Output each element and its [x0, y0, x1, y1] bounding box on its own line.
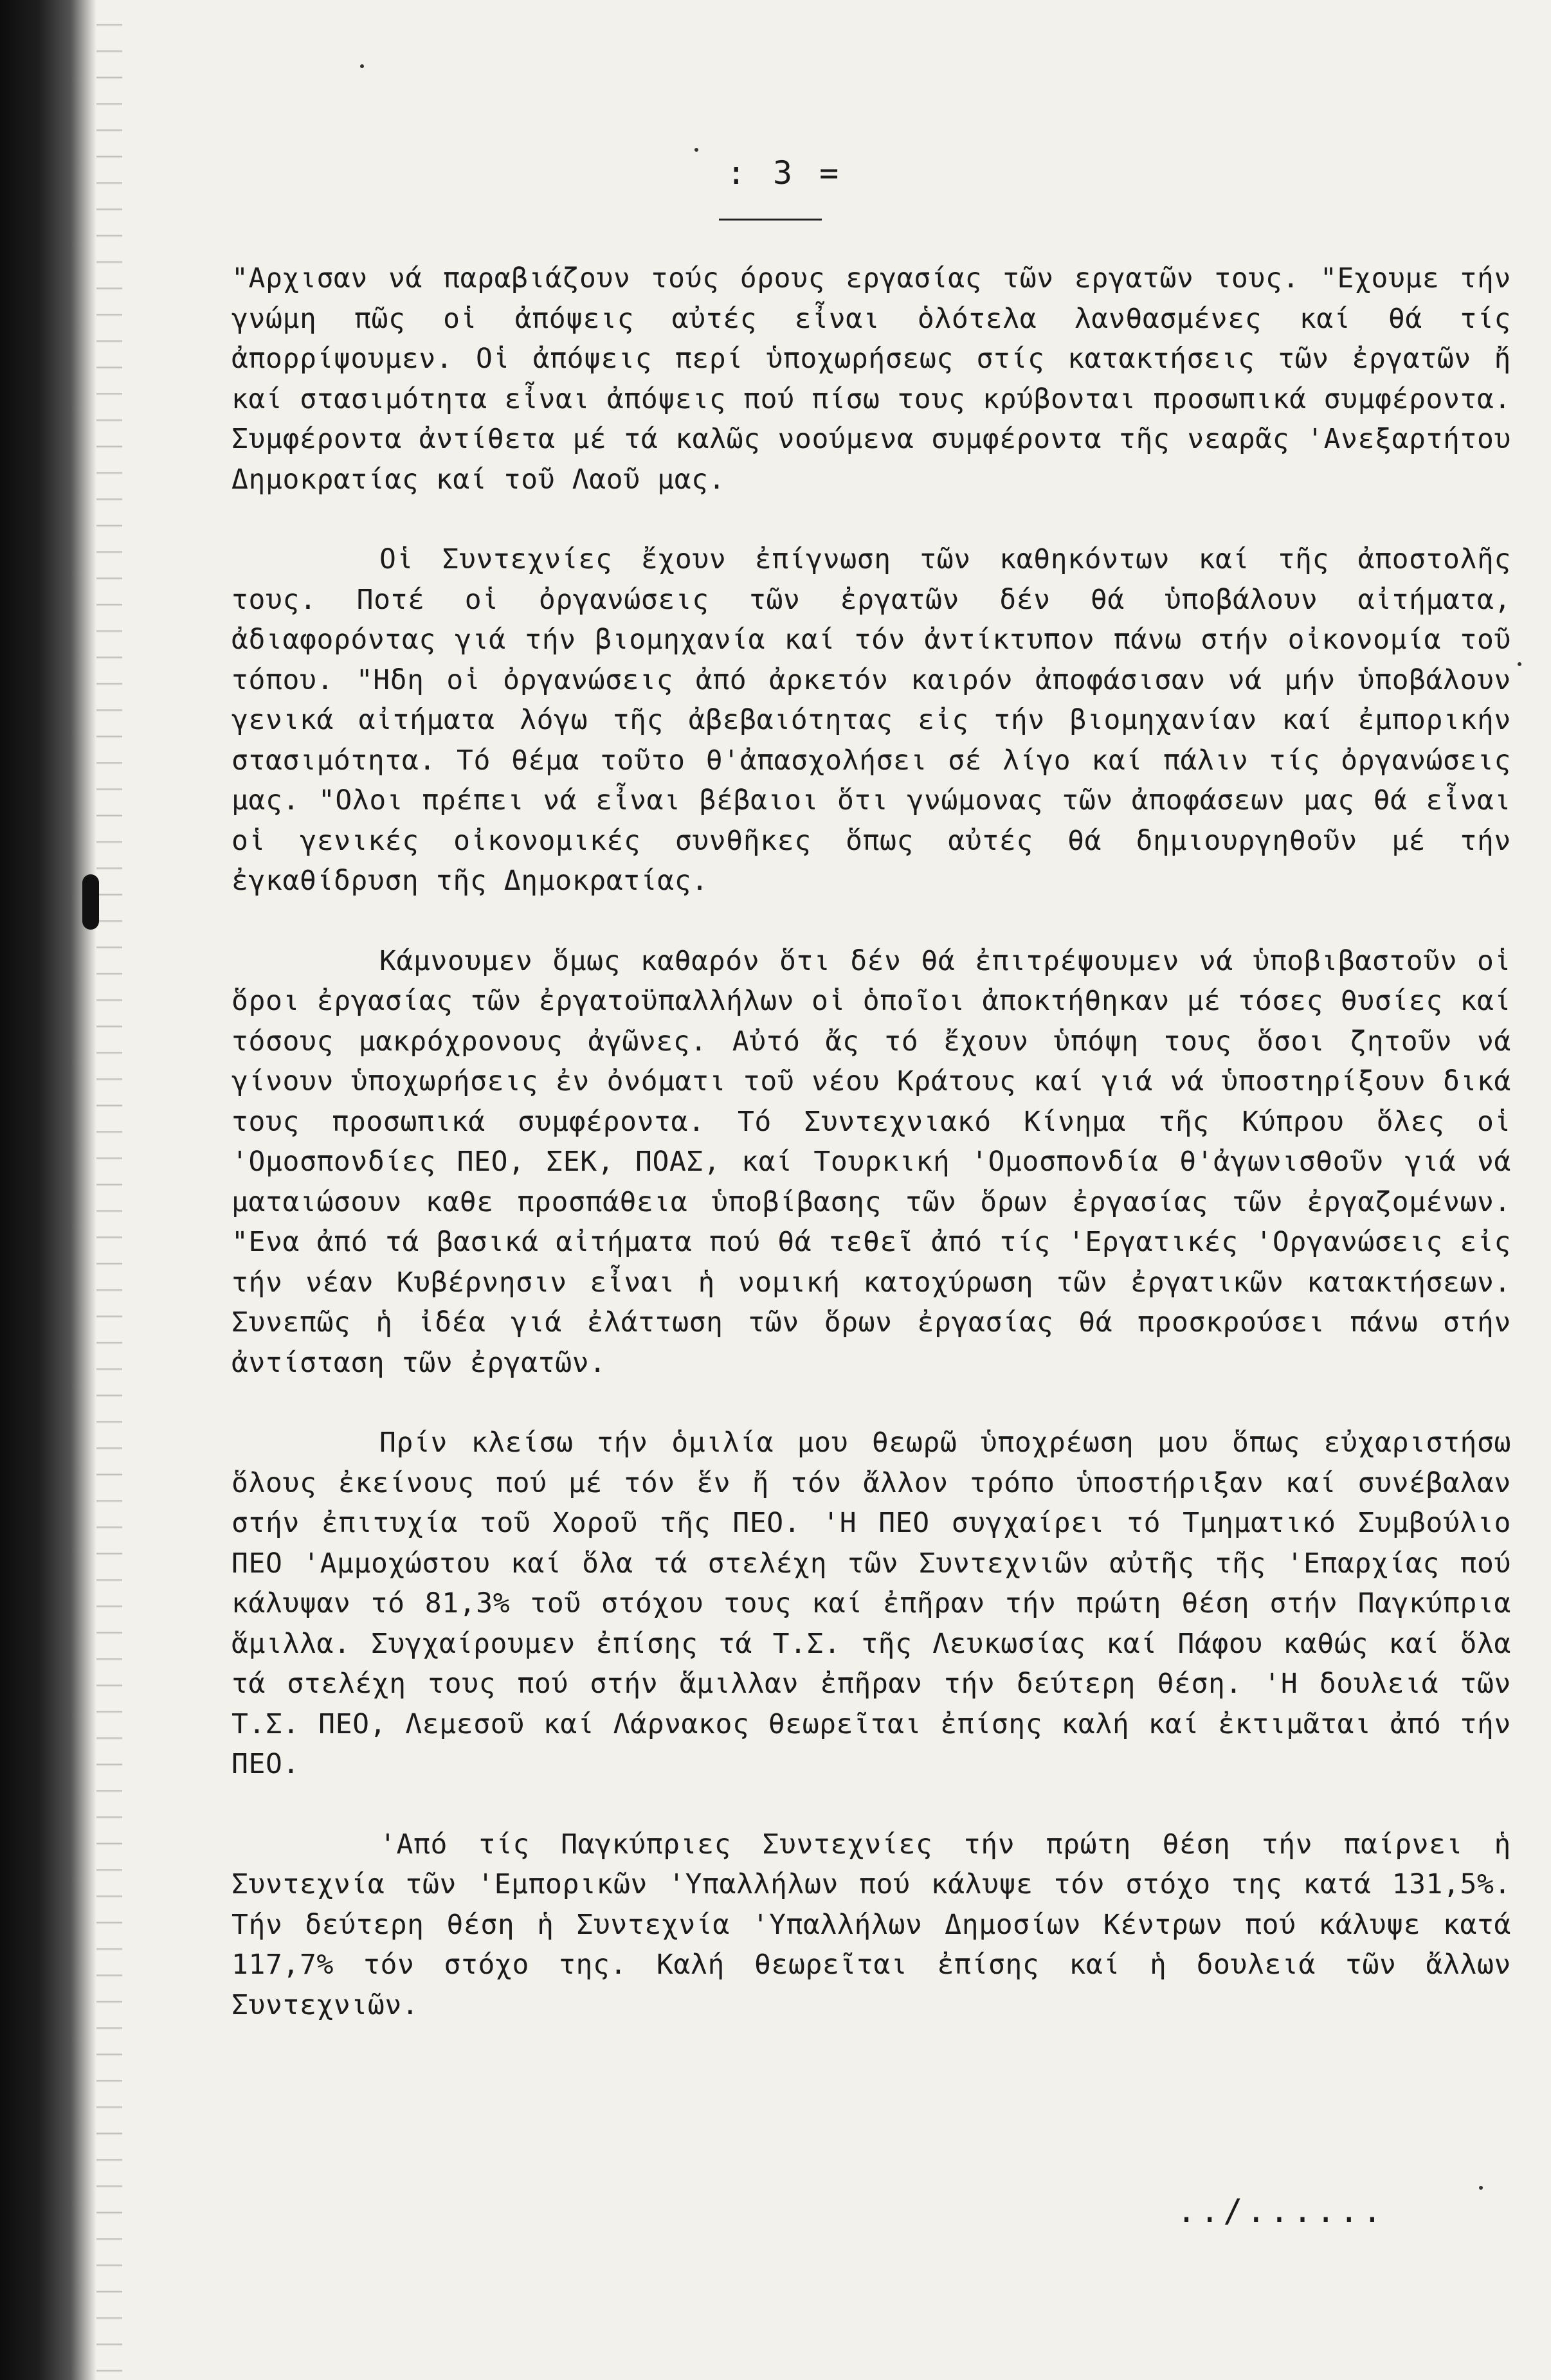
scan-speck	[694, 148, 698, 152]
paragraph-4: Πρίν κλείσω τήν ὁμιλία μου θεωρῶ ὑποχρέωση μου ὅπως εὐχαριστήσω ὅλους ἐκείνους πού μέ τόν ἕν ἤ τόν ἄλλον τρόπο ὑποστήριξαν καί συνέβαλαν στήν ἐπιτυχία τοῦ Χοροῦ τῆς ΠΕΟ. 'Η ΠΕΟ συγχαίρει τό Τμηματικό Συμβούλιο ΠΕΟ 'Αμμοχώστου καί ὅλα τά στελέχη τῶν Συντεχνιῶν αὐτῆς τῆς 'Επαρχίας πού κάλυψαν τό 81,3% τοῦ στόχου τους καί ἐπῆραν τήν πρώτη θέση στήν Παγκύπρια ἅμιλλα. Συγχαίρουμεν ἐπίσης τά Τ.Σ. τῆς Λευκωσίας καί Πάφου καθώς καί ὅλα τά στελέχη τους πού στήν ἅμιλλαν ἐπῆραν τήν δεύτερη θέση. 'Η δουλειά τῶν Τ.Σ. ΠΕΟ, Λεμεσοῦ καί Λάρνακος θεωρεῖται ἐπίσης καλή καί ἐκτιμᾶται ἀπό τήν ΠΕΟ.	[231, 1427, 1511, 1780]
paragraph-2: Οἱ Συντεχνίες ἔχουν ἐπίγνωση τῶν καθηκόντων καί τῆς ἀποστολῆς τους. Ποτέ οἱ ὀργανώσεις τῶν ἐργατῶν δέν θά ὑποβάλουν αἰτήματα, ἀδιαφορόντας γιά τήν βιομηχανία καί τόν ἀντίκτυπον πάνω στήν οἰκονομία τοῦ τόπου. "Ηδη οἱ ὀργανώσεις ἀπό ἀρκετόν καιρόν ἀποφάσισαν νά μήν ὑποβάλουν γενικά αἰτήματα λόγω τῆς ἀβεβαιότητας εἰς τήν βιομηχανίαν καί ἐμπορικήν στασιμότητα. Τό θέμα τοῦτο θ'ἀπασχολήσει σέ λίγο καί πάλιν τίς ὀργανώσεις μας. "Ολοι πρέπει νά εἶναι βέβαιοι ὅτι γνώμονας τῶν ἀποφάσεων μας θά εἶναι οἱ γενικές οἰκονομικές συνθῆκες ὅπως αὐτές θά δημιουργηθοῦν μέ τήν ἐγκαθίδρυση τῆς Δημοκρατίας.	[231, 543, 1511, 897]
paragraph-1: "Αρχισαν νά παραβιάζουν τούς όρους εργασίας τῶν εργατῶν τους. "Εχουμε τήν γνώμη πῶς οἱ ἀπόψεις αὐτές εἶναι ὁλότελα λανθασμένες καί θά τίς ἀπορρίψουμεν. Οἱ ἀπόψεις περί ὑποχωρήσεως στίς κατακτήσεις τῶν ἐργατῶν ἤ καί στασιμότητα εἶναι ἀπόψεις πού πίσω τους κρύβονται προσωπικά συμφέροντα. Συμφέροντα ἀντίθετα μέ τά καλῶς νοούμενα συμφέροντα τῆς νεαρᾶς 'Ανεξαρτήτου Δημοκρατίας καί τοῦ Λαοῦ μας.	[231, 262, 1511, 496]
scan-speck	[1518, 662, 1521, 666]
page-number: : 3 =	[726, 154, 843, 192]
scan-speck	[360, 64, 364, 68]
document-body	[231, 258, 1511, 2025]
page-number-underline	[719, 219, 822, 221]
paragraph-3: Κάμνουμεν ὅμως καθαρόν ὅτι δέν θά ἐπιτρέψουμεν νά ὑποβιβαστοῦν οἱ ὅροι ἐργασίας τῶν ἐργατοϋπαλλήλων οἱ ὁποῖοι ἀποκτήθηκαν μέ τόσες θυσίες καί τόσους μακρόχρονους ἀγῶνες. Αὐτό ἄς τό ἔχουν ὑπόψη τους ὅσοι ζητοῦν νά γίνουν ὑποχωρήσεις ἐν ὀνόματι τοῦ νέου Κράτους καί γιά νά ὑποστηρίξουν δικά τους προσωπικά συμφέροντα. Τό Συντεχνιακό Κίνημα τῆς Κύπρου ὅλες οἱ 'Ομοσπονδίες ΠΕΟ, ΣΕΚ, ΠΟΑΣ, καί Τουρκική 'Ομοσπονδία θ'ἀγωνισθοῦν γιά νά ματαιώσουν καθε προσπάθεια ὑποβίβασης τῶν ὅρων ἐργασίας τῶν ἐργαζομένων. "Ενα ἀπό τά βασικά αἰτήματα πού θά τεθεῖ ἀπό τίς 'Εργατικές 'Οργανώσεις εἰς τήν νέαν Κυβέρνησιν εἶναι ἡ νομική κατοχύρωση τῶν ἐργατικῶν κατακτήσεων. Συνεπῶς ἡ ἰδέα γιά ἐλάττωση τῶν ὅρων ἐργασίας θά προσκρούσει πάνω στήν ἀντίσταση τῶν ἐργατῶν.	[231, 944, 1511, 1379]
scan-speck	[1479, 2186, 1483, 2190]
paragraph-5: 'Από τίς Παγκύπριες Συντεχνίες τήν πρώτη θέση τήν παίρνει ἡ Συντεχνία τῶν 'Εμπορικῶν 'Υπαλλήλων πού κάλυψε τόν στόχο της κατά 131,5%. Τήν δεύτερη θέση ἡ Συντεχνία 'Υπαλλήλων Δημοσίων Κέντρων πού κάλυψε κατά 117,7% τόν στόχο της. Καλή θεωρεῖται ἐπίσης καί ἡ δουλειά τῶν ἄλλων Συντεχνιῶν.	[231, 1828, 1511, 2021]
continuation-mark: ../......	[1177, 2192, 1386, 2230]
punch-hole	[82, 874, 99, 930]
scan-binding-edge	[0, 0, 96, 2380]
scan-binding-shadow	[96, 0, 122, 2380]
